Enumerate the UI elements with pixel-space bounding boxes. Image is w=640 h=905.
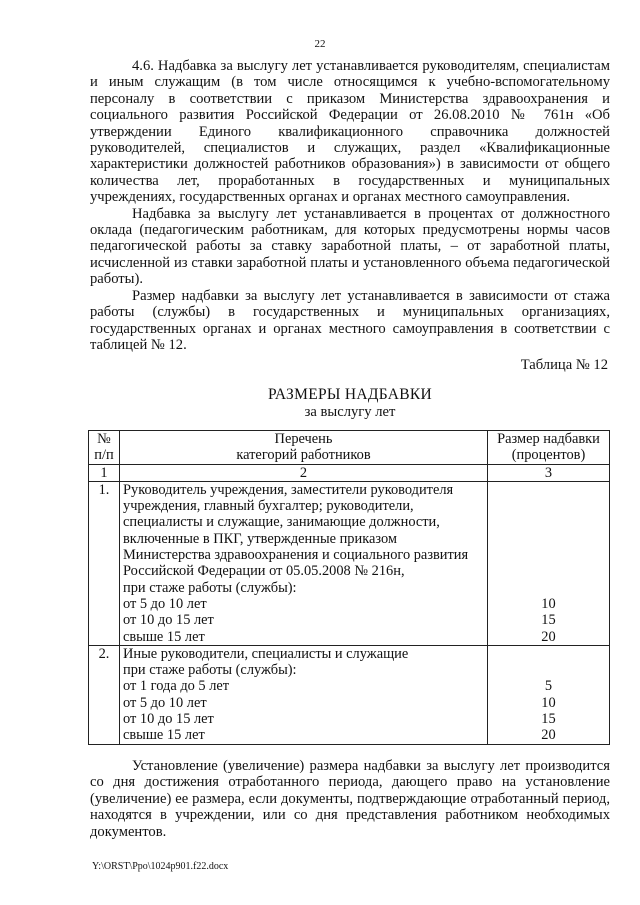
header-size-line-2: (процентов)	[511, 447, 586, 464]
range-value: 15	[541, 612, 556, 629]
range-value: 20	[541, 727, 556, 744]
paragraph-percent: Надбавка за выслугу лет устанавливается в процентах от должностного оклада (педагогическим работникам, для которых предусмотрены нормы часов педагогической работы за ставку заработной платы, – от заработной платы, исчисленной из ставки заработной платы и установленного объема педагогической работы).	[90, 205, 610, 288]
file-path: Y:\ORST\Ppo\1024p901.f22.docx	[92, 861, 229, 872]
col-number-2: 2	[120, 464, 488, 481]
range-value: 5	[544, 678, 553, 695]
desc-line: Российской Федерации от 05.05.2008 № 216н,	[123, 563, 405, 580]
table-subtitle: за выслугу лет	[304, 404, 396, 420]
table-label: Таблица № 12	[520, 357, 608, 373]
row-number: 2.	[89, 645, 120, 744]
header-category-line-1: Перечень	[274, 431, 333, 447]
header-size-line-1: Размер надбавки	[497, 431, 600, 447]
desc-line: Министерства здравоохранения и социального развития	[123, 547, 469, 564]
range-value: 20	[541, 628, 556, 645]
closing-text	[90, 758, 610, 840]
range-value: 15	[541, 711, 556, 728]
range-label: свыше 15 лет	[123, 727, 205, 744]
table-header-row	[89, 431, 610, 465]
range-label: от 1 года до 5 лет	[123, 678, 230, 695]
col-number-3: 3	[488, 464, 610, 481]
range-label: от 10 до 15 лет	[123, 711, 214, 728]
header-number	[89, 431, 120, 465]
desc-line: Руководитель учреждения, заместители руководителя	[123, 481, 454, 498]
range-label: от 5 до 10 лет	[123, 595, 207, 612]
header-category	[120, 431, 488, 465]
header-number-line-2: п/п	[94, 447, 114, 464]
header-size	[488, 431, 610, 465]
range-label: свыше 15 лет	[123, 628, 205, 645]
desc-line: при стаже работы (службы):	[123, 579, 297, 596]
row-number: 1.	[89, 481, 120, 645]
table-row	[89, 645, 610, 744]
column-number-row	[89, 464, 610, 481]
desc-line: включенные в ПКГ, утвержденные приказом	[123, 530, 397, 547]
header-category-line-2: категорий работников	[236, 447, 371, 464]
table-title: РАЗМЕРЫ НАДБАВКИ	[268, 386, 432, 403]
row-values	[488, 645, 610, 744]
desc-line: при стаже работы (службы):	[123, 662, 297, 679]
desc-line: Иные руководители, специалисты и служащие	[123, 645, 409, 662]
range-value: 10	[541, 595, 556, 612]
desc-line: специалисты и служащие, занимающие должности,	[123, 514, 440, 531]
row-values	[488, 481, 610, 645]
desc-line: учреждения, главный бухгалтер; руководители,	[123, 498, 414, 515]
page-number: 22	[314, 38, 326, 50]
col-number-1: 1	[89, 464, 120, 481]
table-row	[89, 481, 610, 645]
paragraph-4-6: 4.6. Надбавка за выслугу лет устанавливается руководителям, специалистам и иным служащим (в том числе относящимся к учебно-вспомогательному персоналу в соответствии с приказом Министерства здравоохранения и социального развития Российской Федерации от 26.08.2010 № 761н «Об утверждении Единого квалификационного справочника должностей руководителей, специалистов и служащих, раздел «Квалификационные характеристики должностей работников образования») в зависимости от общего количества лет, проработанных в государственных и муниципальных учреждениях, государственных органах и органах местного самоуправления.	[90, 58, 610, 206]
range-label: от 5 до 10 лет	[123, 694, 207, 711]
range-value: 10	[541, 694, 556, 711]
range-label: от 10 до 15 лет	[123, 612, 214, 629]
row-description	[120, 645, 488, 744]
body-text	[90, 58, 610, 353]
allowance-table	[88, 430, 610, 745]
header-number-line-1: №	[97, 431, 111, 447]
paragraph-size: Размер надбавки за выслугу лет устанавливается в зависимости от стажа работы (службы) в государственных и муниципальных организациях, государственных органах и органах местного самоуправления в соответствии с таблицей № 12.	[90, 287, 610, 353]
row-description	[120, 481, 488, 645]
closing-paragraph: Установление (увеличение) размера надбавки за выслугу лет производится со дня достижения отработанного периода, дающего право на установление (увеличение) ее размера, если документы, подтверждающие отработанный период, находятся в учреждении, или со дня представления работником необходимых документов.	[90, 758, 610, 840]
